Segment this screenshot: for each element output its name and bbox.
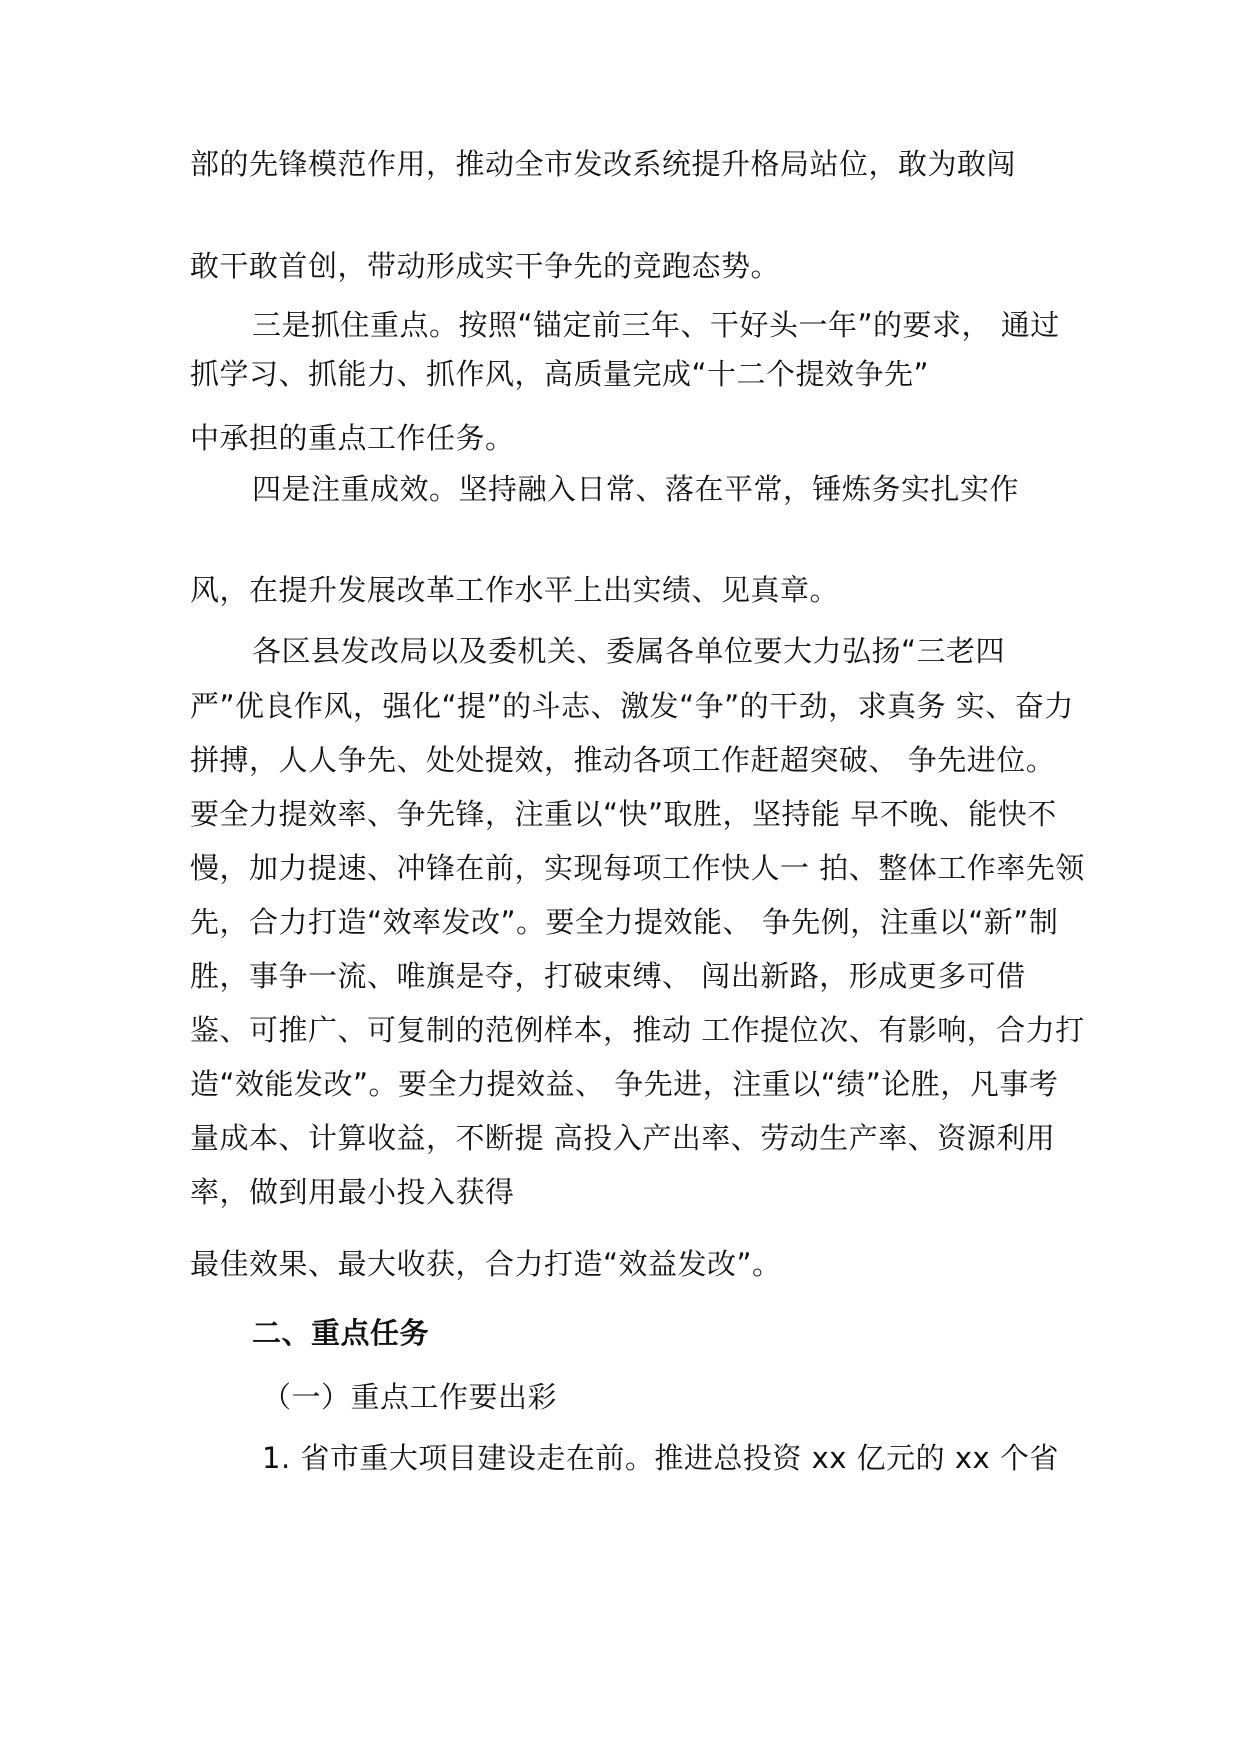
body-line: 中承担的重点工作任务。 (190, 421, 515, 455)
body-line: 严”优良作风，强化“提”的斗志、激发“争”的干劲，求真务 实、奋力 (190, 689, 1074, 723)
body-line: 鉴、可推广、可复制的范例样本，推动 工作提位次、有影响，合力打 (190, 1013, 1085, 1047)
body-line: 慢，加力提速、冲锋在前，实现每项工作快人一 拍、整体工作率先领 (190, 851, 1085, 885)
body-line: 胜，事争一流、唯旗是夺，打破束缚、 闯出新路，形成更多可借 (190, 959, 1026, 993)
body-line: 风，在提升发展改革工作水平上出实绩、见真章。 (190, 573, 840, 607)
body-line: 率，做到用最小投入获得 (190, 1175, 515, 1209)
body-line: 先，合力打造“效率发改”。要全力提效能、 争先例，注重以“新”制 (190, 905, 1059, 939)
body-line: 抓学习、抓能力、抓作风，高质量完成“十二个提效争先” (190, 357, 930, 391)
numbered-item: 1. 省市重大项目建设走在前。推进总投资 xx 亿元的 xx 个省 (262, 1441, 1059, 1475)
body-line: 最佳效果、最大收获，合力打造“效益发改”。 (190, 1247, 782, 1281)
section-heading: 二、重点任务 (252, 1316, 430, 1350)
paragraph-line: 各区县发改局以及委机关、委属各单位要大力弘扬“三老四 (252, 634, 1006, 668)
paragraph-line: 三是抓住重点。按照“锚定前三年、干好头一年”的要求， 通过 (252, 308, 1060, 342)
body-line: 要全力提效率、争先锋，注重以“快”取胜，坚持能 早不晚、能快不 (190, 797, 1057, 831)
body-line: 量成本、计算收益，不断提 高投入产出率、劳动生产率、资源利用 (190, 1121, 1056, 1155)
body-line: 部的先锋模范作用，推动全市发改系统提升格局站位，敢为敢闯 (190, 147, 1017, 181)
subsection-heading: （一）重点工作要出彩 (262, 1380, 558, 1414)
body-line: 造“效能发改”。要全力提效益、 争先进，注重以“绩”论胜，凡事考 (190, 1067, 1059, 1101)
body-line: 敢干敢首创，带动形成实干争先的竞跑态势。 (190, 249, 781, 283)
body-line: 拼搏，人人争先、处处提效，推动各项工作赶超突破、 争先进位。 (190, 743, 1056, 777)
paragraph-line: 四是注重成效。坚持融入日常、落在平常，锤炼务实扎实作 (252, 472, 1020, 506)
